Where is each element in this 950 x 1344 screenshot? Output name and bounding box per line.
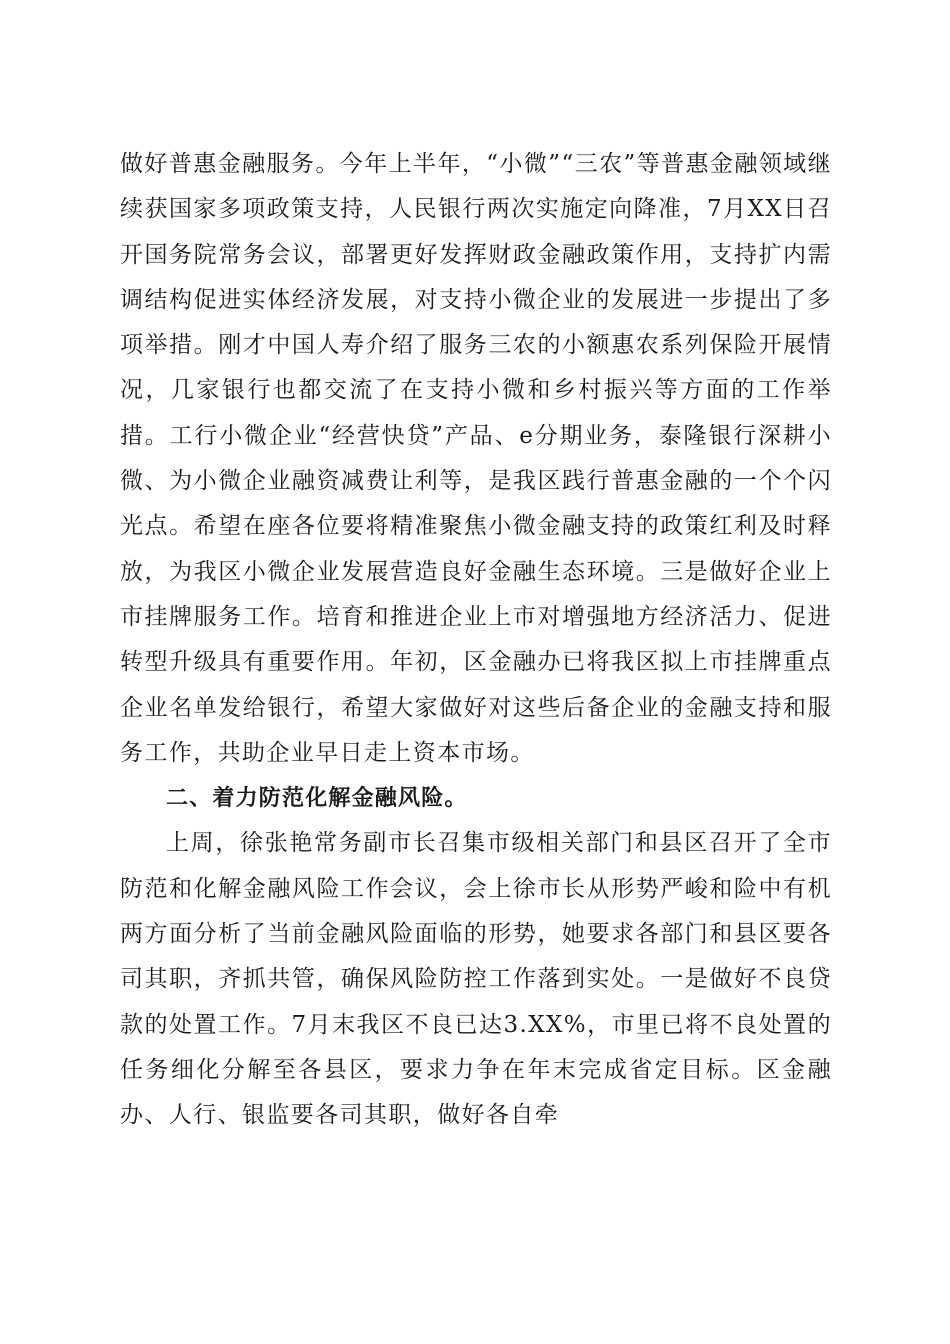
paragraph-risk-prevention: 上周，徐张艳常务副市长召集市级相关部门和县区召开了全市防范和化解金融风险工作会议，会上徐市长从形势严峻和险中有机两方面分析了当前金融风险面临的形势，她要求各部门和县区要各司其职，齐抓共管，确保风险防控工作落到实处。一是做好不良贷款的处置工作。7月末我区不良已达3.XX%，市里已将不良处置的任务细化分解至各县区，要求力争在年末完成省定目标。区金融办、人行、银监要各司其职，做好各自牵 [120, 830, 832, 1129]
section-heading-risk: 二、着力防范化解金融风险。 [166, 786, 468, 812]
paragraph-inclusive-finance: 做好普惠金融服务。今年上半年，“小微”“三农”等普惠金融领域继续获国家多项政策支持，人民银行两次实施定向降准，7月XX日召开国务院常务会议，部署更好发挥财政金融政策作用，支持扩内需调结构促进实体经济发展，对支持小微企业的发展进一步提出了多项举措。刚才中国人寿介绍了服务三农的小额惠农系列保险开展情况，几家银行也都交流了在支持小微和乡村振兴等方面的工作举措。工行小微企业“经营快贷”产品、e分期业务，泰隆银行深耕小微、为小微企业融资减费让利等，是我区践行普惠金融的一个个闪光点。希望在座各位要将精准聚焦小微金融支持的政策红利及时释放，为我区小微企业发展营造良好金融生态环境。三是做好企业上市挂牌服务工作。培育和推进企业上市对增强地方经济活力、促进转型升级具有重要作用。年初，区金融办已将我区拟上市挂牌重点企业名单发给银行，希望大家做好对这些后备企业的金融支持和服务工作，共助企业早日走上资本市场。 [120, 151, 832, 766]
document-body [120, 142, 832, 1139]
